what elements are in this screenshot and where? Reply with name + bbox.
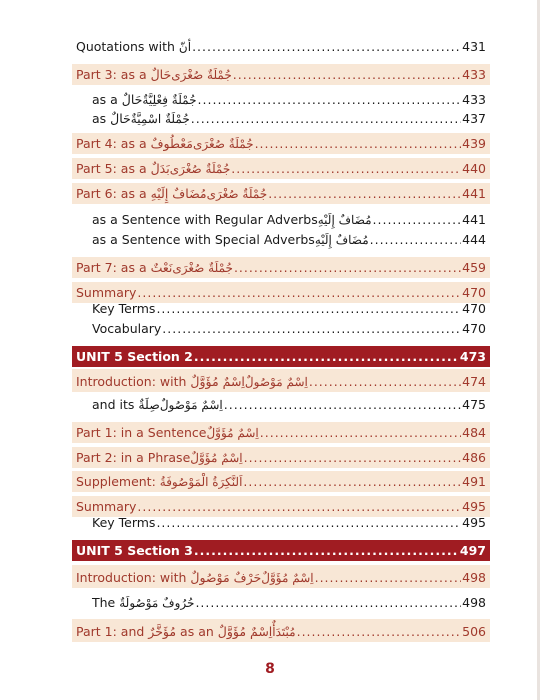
dot-leader: [315, 570, 462, 585]
entry-label: [92, 301, 155, 316]
entry-page-number: 441: [462, 212, 486, 227]
dot-leader: [224, 397, 461, 412]
toc-part-entry[interactable]: [72, 471, 490, 492]
dot-leader: [255, 136, 462, 151]
entry-arabic-term: اِسْمٌ مُؤَوَّلٌ: [206, 426, 259, 440]
entry-page-number: 433: [462, 92, 486, 107]
entry-label: [76, 260, 233, 275]
entry-title-suffix: and its صِلَةٌ: [92, 397, 160, 412]
entry-label: [76, 425, 259, 440]
entry-arabic-term: حُرُوفٌ مَوْصُولَةٌ: [119, 596, 195, 610]
entry-arabic-term: جُمْلَةٌ صُغْرَى: [171, 68, 232, 82]
entry-title-suffix: in a Phrase: [120, 450, 191, 465]
dot-leader: [234, 260, 461, 275]
entry-title-suffix: as a نَعْتٌ: [120, 260, 173, 275]
entry-label: [92, 397, 223, 412]
dot-leader: [156, 301, 461, 316]
entry-label: [76, 285, 136, 300]
entry-label: [92, 595, 194, 610]
entry-title: Vocabulary: [92, 321, 162, 336]
toc-sub-entry[interactable]: [72, 322, 490, 339]
entry-page-number: 486: [462, 450, 486, 465]
entry-title: Part 7:: [76, 260, 121, 275]
toc-sub-entry[interactable]: [72, 398, 490, 415]
entry-label: [76, 136, 254, 151]
entry-page-number: 491: [462, 474, 486, 489]
entry-title: Part 4:: [76, 136, 121, 151]
entry-arabic-term: مُضَافٌ إِلَيْهِ: [314, 233, 369, 247]
entry-arabic-term: جُمْلَةٌ صُغْرَى: [192, 137, 254, 151]
entry-page-number: 470: [462, 301, 486, 316]
entry-label: [76, 161, 230, 176]
entry-label: [76, 374, 308, 389]
entry-label: [92, 212, 372, 227]
entry-title: Part 5:: [76, 161, 121, 176]
entry-title: Supplement:: [76, 474, 160, 489]
dot-leader: [137, 285, 461, 300]
toc-part-entry[interactable]: [72, 422, 490, 443]
dot-leader: [370, 232, 462, 247]
entry-page-number: 475: [462, 397, 486, 412]
entry-title-suffix: and مُؤَخَّرٌ as an اِسْمٌ مُؤَوَّلٌ: [120, 624, 273, 639]
entry-page-number: 473: [459, 349, 486, 364]
entry-page-number: 484: [462, 425, 486, 440]
entry-label: [76, 474, 242, 489]
toc-sub-entry[interactable]: [72, 594, 490, 613]
toc-part-entry[interactable]: [72, 565, 490, 588]
toc-part-entry[interactable]: [72, 496, 490, 517]
entry-title-suffix: as a Sentence with Regular Adverbs: [92, 212, 318, 227]
entry-title-suffix: as a Sentence with Special Adverbs: [92, 232, 315, 247]
entry-label: [76, 499, 136, 514]
dot-leader: [309, 374, 461, 389]
entry-page-number: 444: [462, 232, 486, 247]
toc-part-entry[interactable]: [72, 257, 490, 278]
entry-arabic-term: مُضَافٌ إِلَيْهِ: [317, 213, 372, 227]
entry-title-suffix: as a بَدَلٌ: [120, 161, 170, 176]
entry-label: [76, 67, 232, 82]
entry-title: Introduction:: [76, 374, 160, 389]
dot-leader: [137, 499, 461, 514]
entry-label: [76, 543, 193, 558]
entry-label: [92, 232, 369, 247]
dot-leader: [233, 67, 461, 82]
entry-page-number: 440: [462, 161, 486, 176]
entry-title: Part 2:: [76, 450, 121, 465]
dot-leader: [191, 111, 461, 126]
entry-page-number: 431: [462, 39, 486, 54]
entry-page-number: 437: [462, 111, 486, 126]
entry-arabic-term: مُبْتَدَأٌ: [272, 625, 296, 639]
entry-page-number: 506: [462, 624, 486, 639]
entry-title-suffix: with حَرْفٌ مَوْصُولٌ: [159, 570, 262, 585]
entry-page-number: 497: [459, 543, 486, 558]
entry-arabic-term: جُمْلَةٌ صُغْرَى: [169, 162, 231, 176]
entry-arabic-term: جُمْلَةٌ صُغْرَى: [172, 261, 233, 275]
toc-unit-entry[interactable]: [72, 540, 490, 561]
entry-page-number: 470: [462, 321, 486, 336]
toc-part-entry[interactable]: [72, 133, 490, 154]
toc-part-entry[interactable]: [72, 64, 490, 85]
toc-part-entry[interactable]: [72, 369, 490, 392]
entry-arabic-term: اِسْمٌ مُؤَوَّلٌ: [190, 451, 243, 465]
page-number: 8: [265, 661, 275, 677]
toc-unit-entry[interactable]: [72, 346, 490, 367]
toc-part-entry[interactable]: [72, 447, 490, 468]
entry-title: Summary: [76, 499, 137, 514]
dot-leader: [198, 92, 462, 107]
entry-arabic-term: اِسْمٌ مَوْصُولٌ: [244, 375, 308, 389]
entry-label: [76, 624, 296, 639]
dot-leader: [195, 595, 461, 610]
entry-title-suffix: as a مَعْطُوفٌ: [120, 136, 193, 151]
entry-page-number: 433: [462, 67, 486, 82]
dot-leader: [194, 349, 459, 364]
entry-page-number: 474: [462, 374, 486, 389]
entry-arabic-term: اِسْمٌ مُؤَوَّلٌ: [261, 571, 314, 585]
entry-page-number: 439: [462, 136, 486, 151]
dot-leader: [162, 321, 461, 336]
entry-title: The: [92, 595, 120, 610]
entry-label: [92, 321, 161, 336]
toc-sub-entry[interactable]: [72, 302, 490, 319]
entry-page-number: 495: [462, 515, 486, 530]
entry-arabic-term: جُمْلَةٌ اسْمِيَّةٌ: [130, 112, 190, 126]
entry-title: Key Terms: [92, 515, 156, 530]
entry-label: [76, 570, 314, 585]
toc-part-entry[interactable]: [72, 158, 490, 179]
entry-label: [76, 349, 193, 364]
entry-title: UNIT 5 Section 3: [76, 543, 193, 558]
entry-title: Introduction:: [76, 570, 160, 585]
entry-page-number: 470: [462, 285, 486, 300]
entry-title: Part 6:: [76, 186, 121, 201]
entry-page-number: 498: [462, 570, 486, 585]
entry-title-suffix: in a Sentence: [120, 425, 207, 440]
toc-sub-entry[interactable]: [72, 233, 490, 250]
entry-label: [76, 39, 191, 54]
entry-title-suffix: as حَالٌ: [92, 111, 131, 126]
dot-leader: [192, 39, 461, 54]
dot-leader: [297, 624, 462, 639]
entry-title: Part 1:: [76, 425, 121, 440]
entry-arabic-term: اِسْمٌ مَوْصُولٌ: [159, 398, 223, 412]
entry-page-number: 498: [462, 595, 486, 610]
dot-leader: [244, 450, 462, 465]
dot-leader: [231, 161, 461, 176]
toc-sub-entry[interactable]: [72, 112, 490, 129]
entry-title: Summary: [76, 285, 137, 300]
entry-label: [92, 111, 190, 126]
toc-part-entry[interactable]: [72, 282, 490, 303]
entry-title-suffix: as a حَالٌ: [92, 92, 143, 107]
dot-leader: [194, 543, 459, 558]
entry-title: Quotations with: [76, 39, 179, 54]
entry-arabic-term: جُمْلَةٌ فِعْلِيَّةٌ: [142, 93, 197, 107]
entry-label: [76, 450, 243, 465]
entry-title-suffix: as a حَالٌ: [120, 67, 172, 82]
entry-page-number: 459: [462, 260, 486, 275]
toc-sub-entry[interactable]: [72, 93, 490, 110]
toc-sub-entry[interactable]: [72, 213, 490, 230]
dot-leader: [260, 425, 461, 440]
toc-sub-entry[interactable]: [72, 40, 490, 57]
entry-title: Key Terms: [92, 301, 156, 316]
entry-title: Part 3:: [76, 67, 121, 82]
entry-arabic-term: أنّ: [178, 40, 192, 54]
entry-arabic-term: اَلنَّكِرَةُ الْمَوْصُوفَةُ: [159, 475, 243, 489]
entry-title: Part 1:: [76, 624, 121, 639]
entry-label: [76, 186, 267, 201]
entry-title: UNIT 5 Section 2: [76, 349, 193, 364]
entry-title-suffix: as a مُضَافٌ إِلَيْهِ: [120, 186, 207, 201]
entry-label: [92, 92, 197, 107]
dot-leader: [243, 474, 461, 489]
toc-part-entry[interactable]: [72, 619, 490, 642]
entry-label: [92, 515, 155, 530]
dot-leader: [373, 212, 462, 227]
dot-leader: [268, 186, 461, 201]
toc-sub-entry[interactable]: [72, 516, 490, 533]
entry-page-number: 495: [462, 499, 486, 514]
dot-leader: [156, 515, 461, 530]
toc-part-entry[interactable]: [72, 183, 490, 204]
entry-title-suffix: with اِسْمٌ مُؤَوَّلٌ: [159, 374, 245, 389]
entry-arabic-term: جُمْلَةٌ صُغْرَى: [206, 187, 268, 201]
entry-page-number: 441: [462, 186, 486, 201]
